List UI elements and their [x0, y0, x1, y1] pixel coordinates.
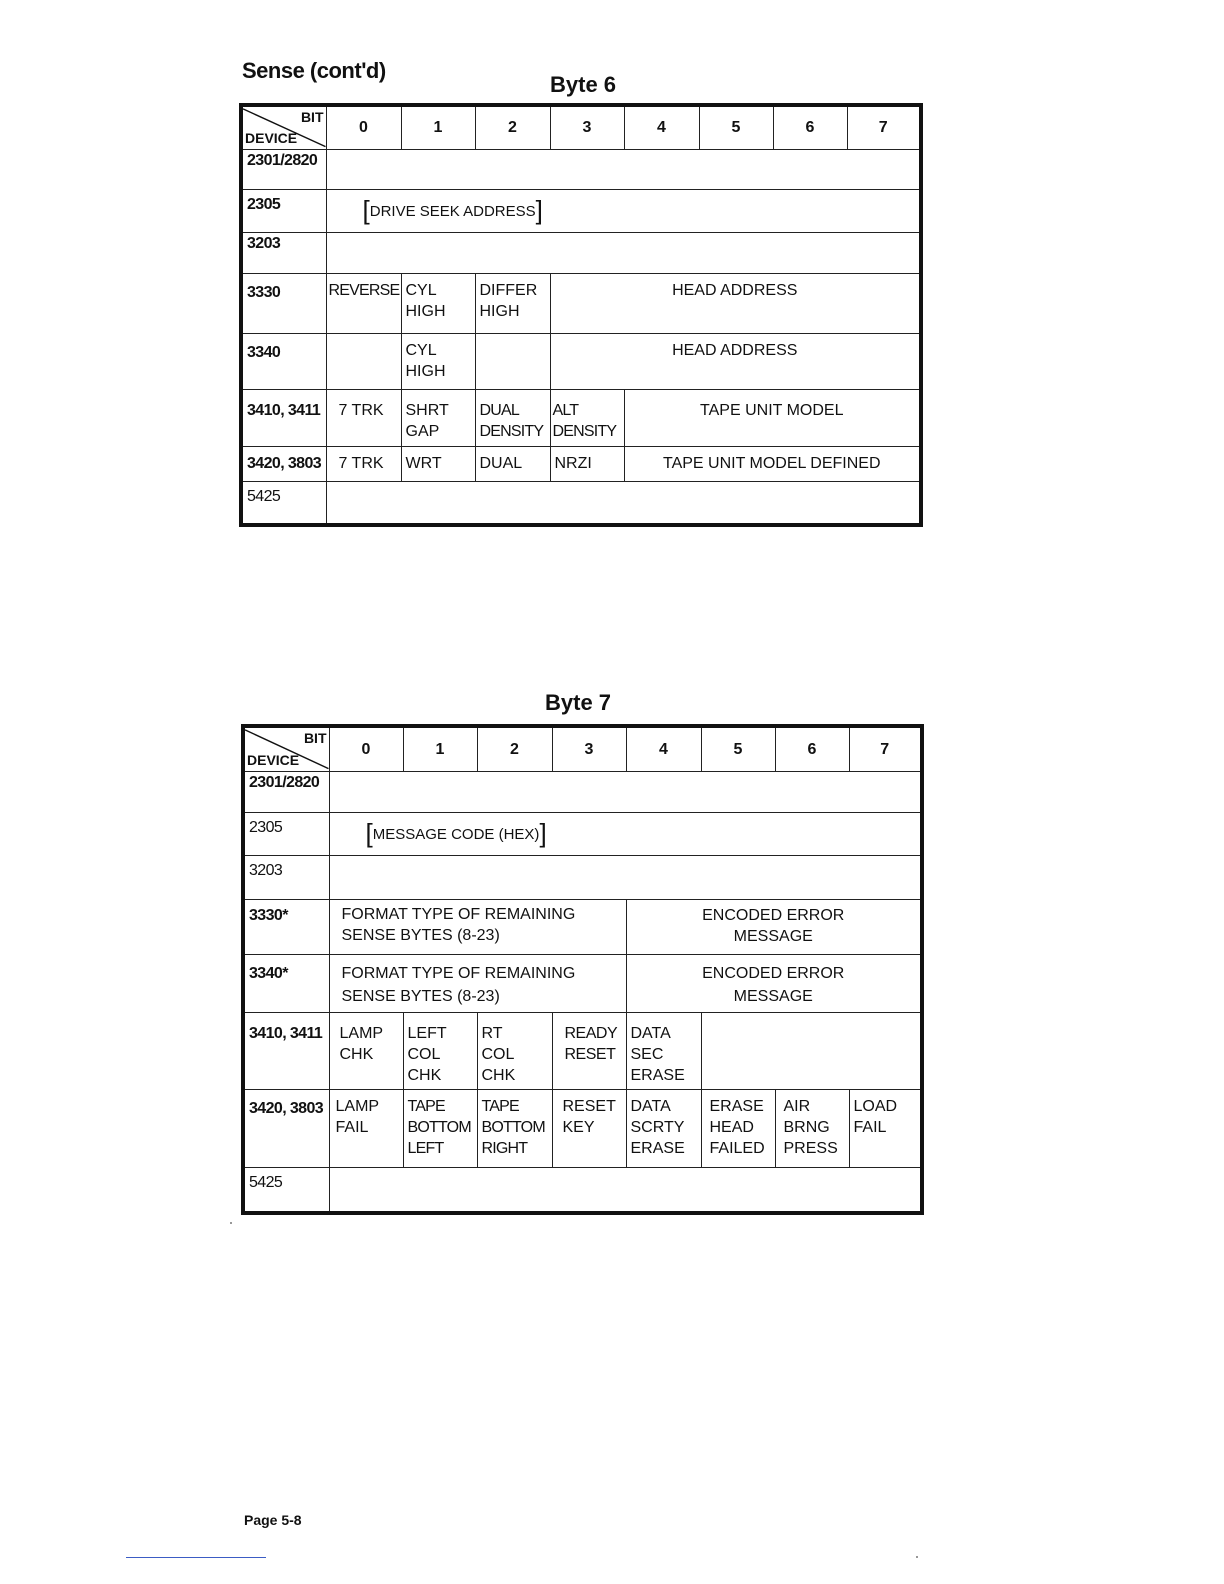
bit-cell: REVERSE: [326, 273, 401, 333]
speck: [916, 1556, 918, 1558]
device-cell: 2305: [241, 189, 326, 232]
byte6-corner-cell: [241, 105, 326, 149]
device-cell: 3410, 3411: [243, 1012, 329, 1089]
byte7-header-row: [243, 726, 922, 771]
table-row: [243, 855, 922, 899]
bit-cell: 7 TRK: [326, 446, 401, 481]
footer-rule: [126, 1557, 266, 1558]
table-row: [241, 273, 921, 333]
bit-cell: LAMP CHK: [329, 1012, 403, 1089]
head-address-cell: HEAD ADDRESS: [550, 273, 921, 333]
device-cell: 5425: [241, 481, 326, 525]
device-cell: 3420, 3803: [241, 446, 326, 481]
device-cell: 3420, 3803: [243, 1089, 329, 1167]
bit-cell: DATA SCRTY ERASE: [626, 1089, 701, 1167]
table-row: [243, 812, 922, 855]
byte7-caption: Byte 7: [545, 690, 612, 715]
device-cell: 3203: [241, 232, 326, 273]
bit-cell: RT COL CHK: [477, 1012, 552, 1089]
device-label: DEVICE: [245, 129, 298, 146]
message-code-cell: [329, 812, 922, 855]
format-type-line: SENSE BYTES (8-23): [341, 926, 500, 944]
table-row: [241, 333, 921, 389]
right-bracket: ]: [539, 817, 547, 848]
device-cell: 3340*: [243, 954, 329, 1012]
bit-header: 3: [550, 105, 624, 149]
page-section-title: Sense (cont'd): [242, 58, 386, 83]
table-row: [241, 189, 921, 232]
empty-cell: [326, 481, 921, 525]
byte7-table: [241, 724, 924, 1215]
device-cell: 3330*: [243, 899, 329, 954]
bit-cell: LOAD FAIL: [849, 1089, 922, 1167]
byte6-table: [239, 103, 923, 527]
encoded-error-line: ENCODED ERROR: [702, 964, 845, 982]
bit-header: 6: [775, 726, 849, 771]
device-cell: 2301/2820: [241, 149, 326, 189]
table-row: [241, 389, 921, 446]
bit-cell: 7 TRK: [326, 389, 401, 446]
bit-header: 0: [326, 105, 401, 149]
empty-cell: [326, 333, 401, 389]
encoded-error-cell: [626, 899, 922, 954]
empty-cell: [329, 855, 922, 899]
bit-cell: TAPE BOTTOM RIGHT: [477, 1089, 552, 1167]
bit-cell: DUAL: [475, 446, 550, 481]
table-row: [243, 1089, 922, 1167]
table-row: [243, 954, 922, 1012]
table-row: [241, 232, 921, 273]
table-row: [241, 446, 921, 481]
bit-header: 4: [626, 726, 701, 771]
bit-cell: ERASE HEAD FAILED: [701, 1089, 775, 1167]
byte7-corner-cell: [243, 726, 329, 771]
format-type-line: SENSE BYTES (8-23): [341, 987, 500, 1005]
byte6-header-row: [241, 105, 921, 149]
device-label: DEVICE: [247, 751, 300, 768]
device-cell: 2305: [243, 812, 329, 855]
page-number: Page 5-8: [244, 1512, 302, 1528]
device-cell: 3203: [243, 855, 329, 899]
bit-header: 1: [401, 105, 475, 149]
format-type-cell: [329, 899, 626, 954]
bit-cell: LAMP FAIL: [329, 1089, 403, 1167]
bit-cell: WRT: [401, 446, 475, 481]
bit-header: 6: [773, 105, 847, 149]
bit-label: BIT: [300, 109, 324, 125]
bit-label: BIT: [303, 730, 327, 746]
head-address-cell: HEAD ADDRESS: [550, 333, 921, 389]
left-bracket: [: [362, 194, 370, 225]
empty-cell: [475, 333, 550, 389]
bit-cell: SHRT GAP: [401, 389, 475, 446]
bit-header: 1: [403, 726, 477, 771]
device-cell: 3330: [241, 273, 326, 333]
table-row: [243, 899, 922, 954]
format-type-line: FORMAT TYPE OF REMAINING: [341, 905, 576, 923]
table-row: [243, 1012, 922, 1089]
empty-cell: [326, 149, 921, 189]
tape-unit-model-cell: TAPE UNIT MODEL: [624, 389, 921, 446]
bit-header: 3: [552, 726, 626, 771]
bit-cell: LEFT COL CHK: [403, 1012, 477, 1089]
bit-cell: ALT DENSITY: [550, 389, 624, 446]
device-cell: 3340: [241, 333, 326, 389]
bit-cell: RESET KEY: [552, 1089, 626, 1167]
device-cell: 5425: [243, 1167, 329, 1213]
speck: [230, 1222, 232, 1224]
encoded-error-cell: [626, 954, 922, 1012]
table-row: [243, 771, 922, 812]
bit-cell: DATA SEC ERASE: [626, 1012, 701, 1089]
tape-unit-model-defined-cell: TAPE UNIT MODEL DEFINED: [624, 446, 921, 481]
format-type-cell: [329, 954, 626, 1012]
bit-cell: CYL HIGH: [401, 333, 475, 389]
table-row: [241, 149, 921, 189]
bit-cell: DIFFER HIGH: [475, 273, 550, 333]
bit-header: 2: [477, 726, 552, 771]
empty-cell: [329, 771, 922, 812]
bit-cell: NRZI: [550, 446, 624, 481]
bit-cell: CYL HIGH: [401, 273, 475, 333]
bit-header: 7: [849, 726, 922, 771]
drive-seek-address-text: DRIVE SEEK ADDRESS: [369, 202, 536, 220]
bit-header: 5: [699, 105, 773, 149]
bit-header: 5: [701, 726, 775, 771]
empty-cell: [329, 1167, 922, 1213]
right-bracket: ]: [535, 194, 543, 225]
bit-cell: READY RESET: [552, 1012, 626, 1089]
empty-cell: [701, 1012, 922, 1089]
device-cell: 3410, 3411: [241, 389, 326, 446]
empty-cell: [326, 232, 921, 273]
bit-header: 4: [624, 105, 699, 149]
byte6-caption: Byte 6: [550, 72, 617, 97]
bit-header: 2: [475, 105, 550, 149]
encoded-error-line: ENCODED ERROR: [702, 906, 845, 924]
drive-seek-address-cell: [326, 189, 921, 232]
encoded-error-line: MESSAGE: [733, 987, 813, 1005]
table-row: [241, 481, 921, 525]
bit-header: 7: [847, 105, 921, 149]
bit-cell: DUAL DENSITY: [475, 389, 550, 446]
left-bracket: [: [365, 817, 373, 848]
bit-header: 0: [329, 726, 403, 771]
encoded-error-line: MESSAGE: [733, 927, 813, 945]
message-code-text: MESSAGE CODE (HEX): [372, 825, 540, 843]
table-row: [243, 1167, 922, 1213]
device-cell: 2301/2820: [243, 771, 329, 812]
bit-cell: AIR BRNG PRESS: [775, 1089, 849, 1167]
format-type-line: FORMAT TYPE OF REMAINING: [341, 964, 576, 982]
bit-cell: TAPE BOTTOM LEFT: [403, 1089, 477, 1167]
